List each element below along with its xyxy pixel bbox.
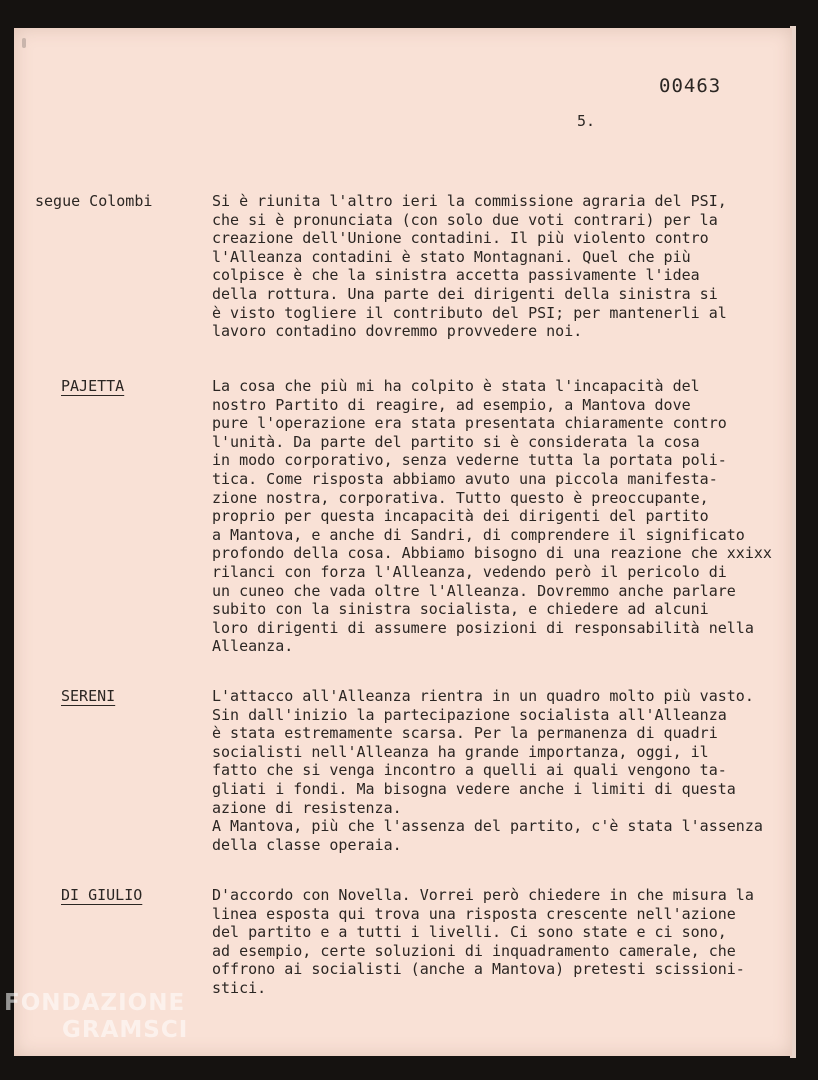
speech-text: D'accordo con Novella. Vorrei però chiedere in che misura la linea esposta qui trova una risposta crescente nell'azione del partito e a tutti i livelli. Ci sono state e ci sono, ad esempio, certe soluzioni di inquadramento camerale, che offrono ai socialisti (anche a Mantova) pretesti scissioni- stici. [212, 886, 754, 997]
speaker-label: segue Colombi [35, 192, 153, 210]
speech-text: L'attacco all'Alleanza rientra in un quadro molto più vasto. Sin dall'inizio la partecipazione socialista all'Alleanza è stata estremamente scarsa. Per la permanenza di quadri socialisti nell'Alleanza ha grande importanza, oggi, il fatto che si venga incontro a quelli ai quali vengono ta- gliati i fondi. Ma bisogna vedere anche i limiti di questa azione di resistenza. A Mantova, più che l'assenza del partito, c'è stata l'assenza della classe operaia. [212, 687, 763, 854]
speaker-label: PAJETTA [61, 377, 125, 395]
watermark-line-1: FONDAZIONE [4, 990, 186, 1016]
speaker-label: DI GIULIO [61, 886, 143, 904]
speech-text: Si è riunita l'altro ieri la commissione agraria del PSI, che si è pronunciata (con solo due voti contrari) per la creazione dell'Unione contadini. Il più violento contro l'Alleanza contadini è stato Montagnani. Quel che più colpisce è che la sinistra accetta passivamente l'idea della rottura. Una parte dei dirigenti della sinistra si è visto togliere il contributo del PSI; per mantenerli al lavoro contadino dovremmo provvedere noi. [212, 192, 727, 341]
punch-mark [22, 38, 26, 48]
document-number: 00463 [659, 75, 722, 97]
speech-text: La cosa che più mi ha colpito è stata l'incapacità del nostro Partito di reagire, ad esempio, a Mantova dove pure l'operazione era stata presentata chiaramente contro l'unità. Da parte del partito si è considerata la cosa in modo corporativo, senza vederne tutta la portata poli- tica. Come risposta abbiamo avuto una piccola manifesta- zione nostra, corporativa. Tutto questo è preoccupante, proprio per questa incapacità dei dirigenti del partito a Mantova, e anche di Sandri, di comprendere il significato profondo della cosa. Abbiamo bisogno di una reazione che xxixx rilanci con forza l'Alleanza, vedendo però il pericolo di un cuneo che vada oltre l'Alleanza. Dovremmo anche parlare subito con la sinistra socialista, e chiedere ad alcuni loro dirigenti di assumere posizioni di responsabilità nella Alleanza. [212, 377, 772, 656]
document-page [14, 28, 792, 1056]
speaker-label: SERENI [61, 687, 116, 705]
fondazione-gramsci-watermark [4, 990, 188, 1044]
watermark-line-2: GRAMSCI [62, 1017, 189, 1043]
page-number: 5. [577, 112, 596, 130]
